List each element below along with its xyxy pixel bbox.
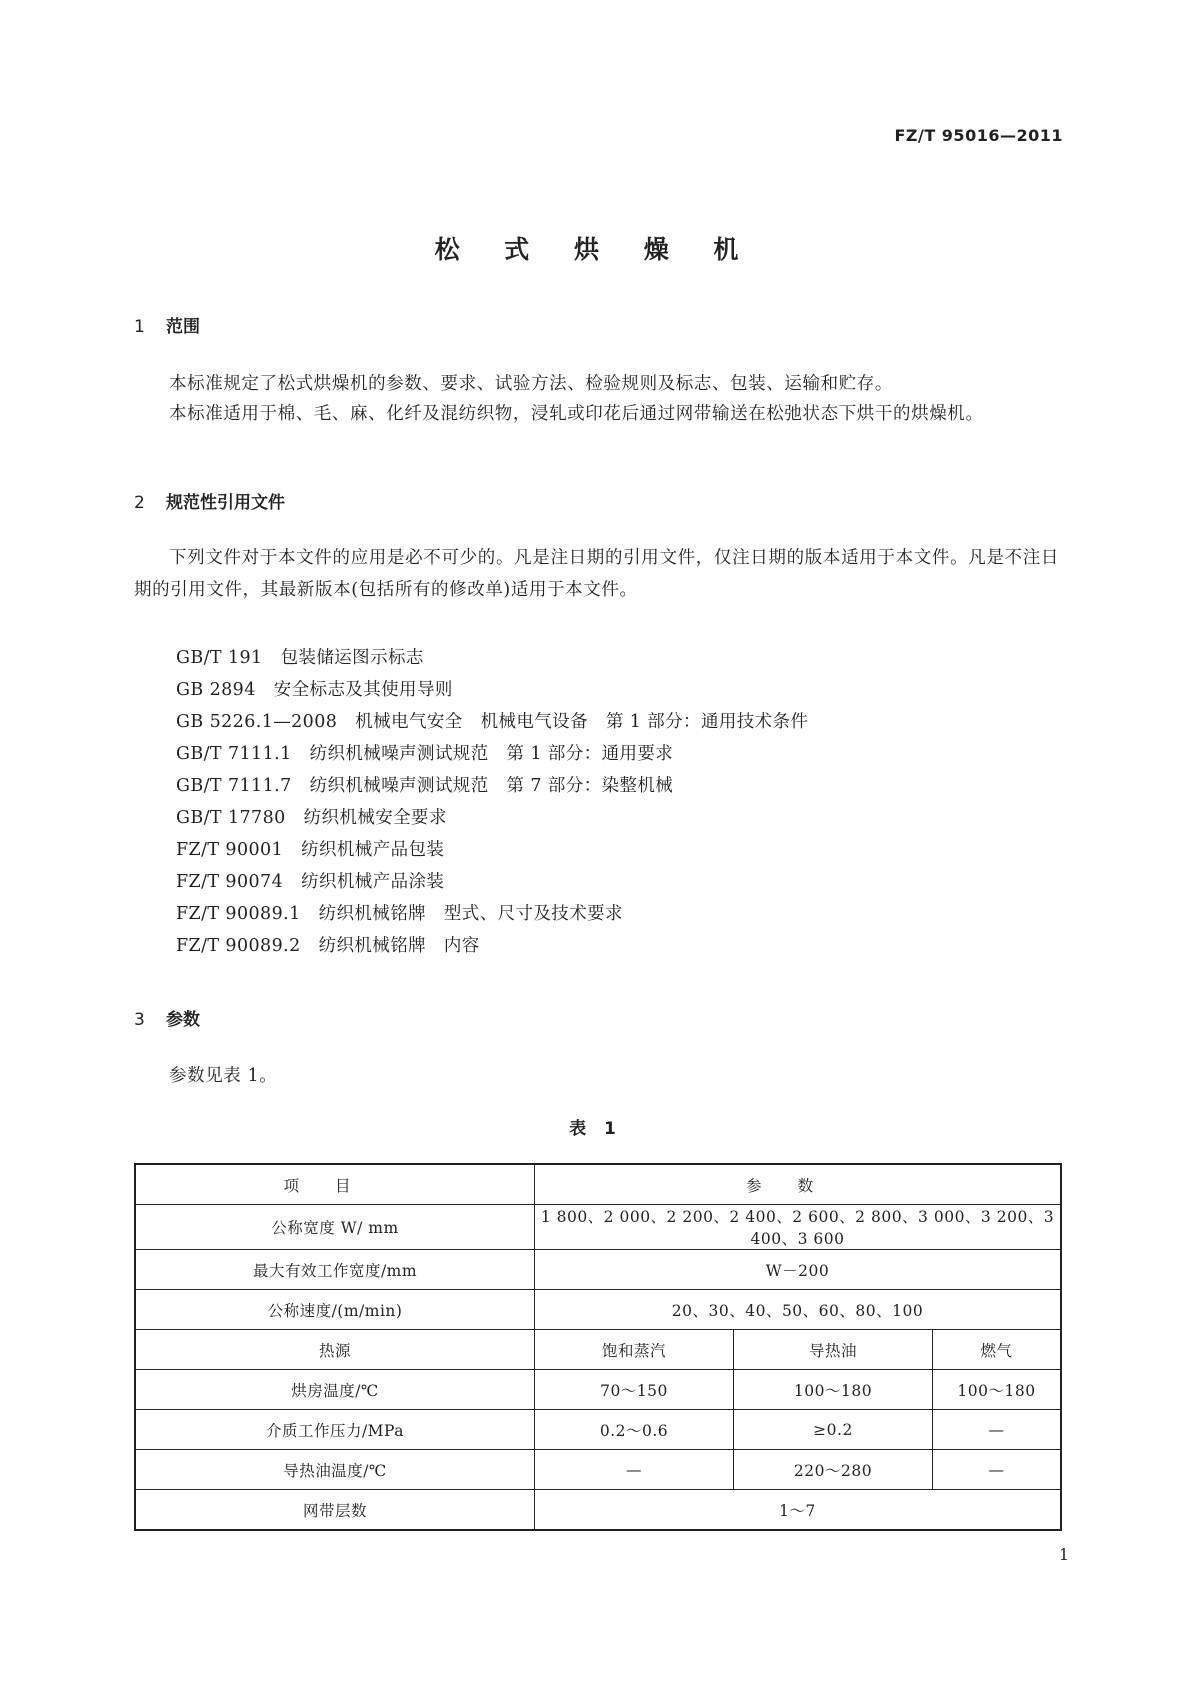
paragraph: 本标准规定了松式烘燥机的参数、要求、试验方法、检验规则及标志、包装、运输和贮存。 <box>169 374 893 394</box>
section-title: 范围 <box>166 317 200 337</box>
row-label: 公称宽度 W/ mm <box>135 1205 535 1250</box>
section-title: 参数 <box>166 1010 200 1030</box>
table-row <box>135 1370 1061 1410</box>
page-number: 1 <box>1058 1545 1069 1564</box>
reference-code: GB/T 17780 <box>176 808 286 828</box>
section-1-heading <box>134 312 200 337</box>
standard-code: FZ/T 95016—2011 <box>894 126 1063 145</box>
cell-steam: — <box>535 1450 734 1490</box>
cell-oil: 220～280 <box>734 1450 933 1490</box>
paragraph: 本标准适用于棉、毛、麻、化纤及混纺织物，浸轧或印花后通过网带输送在松弛状态下烘干的烘燥机。 <box>169 404 984 424</box>
row-label: 介质工作压力/MPa <box>135 1410 535 1450</box>
document-title: 松 式 烘 燥 机 <box>434 235 757 264</box>
section-number: 1 <box>134 317 145 337</box>
table-row <box>135 1490 1061 1531</box>
reference-title: 纺织机械噪声测试规范 第 1 部分：通用要求 <box>309 744 674 764</box>
row-label: 热源 <box>135 1330 535 1370</box>
row-label: 导热油温度/℃ <box>135 1450 535 1490</box>
section-number: 3 <box>134 1010 145 1030</box>
paragraph: 参数见表 1。 <box>169 1066 278 1086</box>
row-label: 公称速度/(m/min) <box>135 1290 535 1330</box>
cell-oil: 100～180 <box>734 1370 933 1410</box>
parameters-table <box>134 1163 1062 1531</box>
reference-item <box>176 674 808 706</box>
row-label: 网带层数 <box>135 1490 535 1531</box>
row-value: 20、30、40、50、60、80、100 <box>535 1290 1062 1330</box>
reference-title: 纺织机械产品包装 <box>301 840 445 860</box>
table-row <box>135 1205 1061 1250</box>
header-item <box>135 1164 535 1205</box>
cell-oil: ≥0.2 <box>734 1410 933 1450</box>
section-number: 2 <box>134 493 145 513</box>
table-row <box>135 1250 1061 1290</box>
cell-gas: — <box>933 1450 1062 1490</box>
table-header-row <box>135 1164 1061 1205</box>
reference-title: 安全标志及其使用导则 <box>273 680 453 700</box>
reference-list <box>176 642 808 962</box>
cell-steam: 70～150 <box>535 1370 734 1410</box>
reference-code: GB/T 7111.1 <box>176 744 292 764</box>
section-3-heading <box>134 1005 200 1030</box>
row-value: W－200 <box>535 1250 1062 1290</box>
reference-item <box>176 866 808 898</box>
reference-item <box>176 770 808 802</box>
table-caption: 表 1 <box>569 1119 622 1139</box>
header-value-text: 参数 <box>745 1176 849 1195</box>
reference-code: FZ/T 90074 <box>176 872 284 892</box>
reference-title: 纺织机械产品涂装 <box>301 872 445 892</box>
reference-code: GB 5226.1—2008 <box>176 712 338 732</box>
reference-title: 纺织机械铭牌 型式、尺寸及技术要求 <box>318 904 623 924</box>
reference-code: GB 2894 <box>176 680 256 700</box>
row-label: 烘房温度/℃ <box>135 1370 535 1410</box>
reference-code: GB/T 7111.7 <box>176 776 292 796</box>
cell-oil: 导热油 <box>734 1330 933 1370</box>
reference-item <box>176 834 808 866</box>
cell-gas: 燃气 <box>933 1330 1062 1370</box>
reference-code: FZ/T 90089.2 <box>176 936 301 956</box>
reference-code: GB/T 191 <box>176 648 263 668</box>
section-title: 规范性引用文件 <box>166 493 285 513</box>
reference-code: FZ/T 90001 <box>176 840 284 860</box>
paragraph: 下列文件对于本文件的应用是必不可少的。凡是注日期的引用文件，仅注日期的版本适用于本文件。凡是不注日期的引用文件，其最新版本(包括所有的修改单)适用于本文件。 <box>134 548 1059 600</box>
cell-steam: 0.2～0.6 <box>535 1410 734 1450</box>
section-2-heading <box>134 488 285 513</box>
reference-title: 纺织机械安全要求 <box>303 808 447 828</box>
table-row <box>135 1410 1061 1450</box>
cell-steam: 饱和蒸汽 <box>535 1330 734 1370</box>
reference-item <box>176 706 808 738</box>
reference-item <box>176 930 808 962</box>
reference-title: 纺织机械噪声测试规范 第 7 部分：染整机械 <box>309 776 674 796</box>
row-value: 1 800、2 000、2 200、2 400、2 600、2 800、3 000、3 200、3 400、3 600 <box>535 1205 1062 1250</box>
reference-item <box>176 738 808 770</box>
row-value: 1～7 <box>535 1490 1062 1531</box>
table-row <box>135 1450 1061 1490</box>
header-item-text: 项目 <box>283 1176 387 1195</box>
reference-title: 包装储运图示标志 <box>280 648 424 668</box>
row-label: 最大有效工作宽度/mm <box>135 1250 535 1290</box>
reference-title: 机械电气安全 机械电气设备 第 1 部分：通用技术条件 <box>355 712 809 732</box>
table-row <box>135 1290 1061 1330</box>
reference-item <box>176 802 808 834</box>
reference-title: 纺织机械铭牌 内容 <box>318 936 480 956</box>
header-value <box>535 1164 1062 1205</box>
table-row <box>135 1330 1061 1370</box>
reference-code: FZ/T 90089.1 <box>176 904 301 924</box>
cell-gas: 100～180 <box>933 1370 1062 1410</box>
reference-item <box>176 642 808 674</box>
reference-item <box>176 898 808 930</box>
cell-gas: — <box>933 1410 1062 1450</box>
